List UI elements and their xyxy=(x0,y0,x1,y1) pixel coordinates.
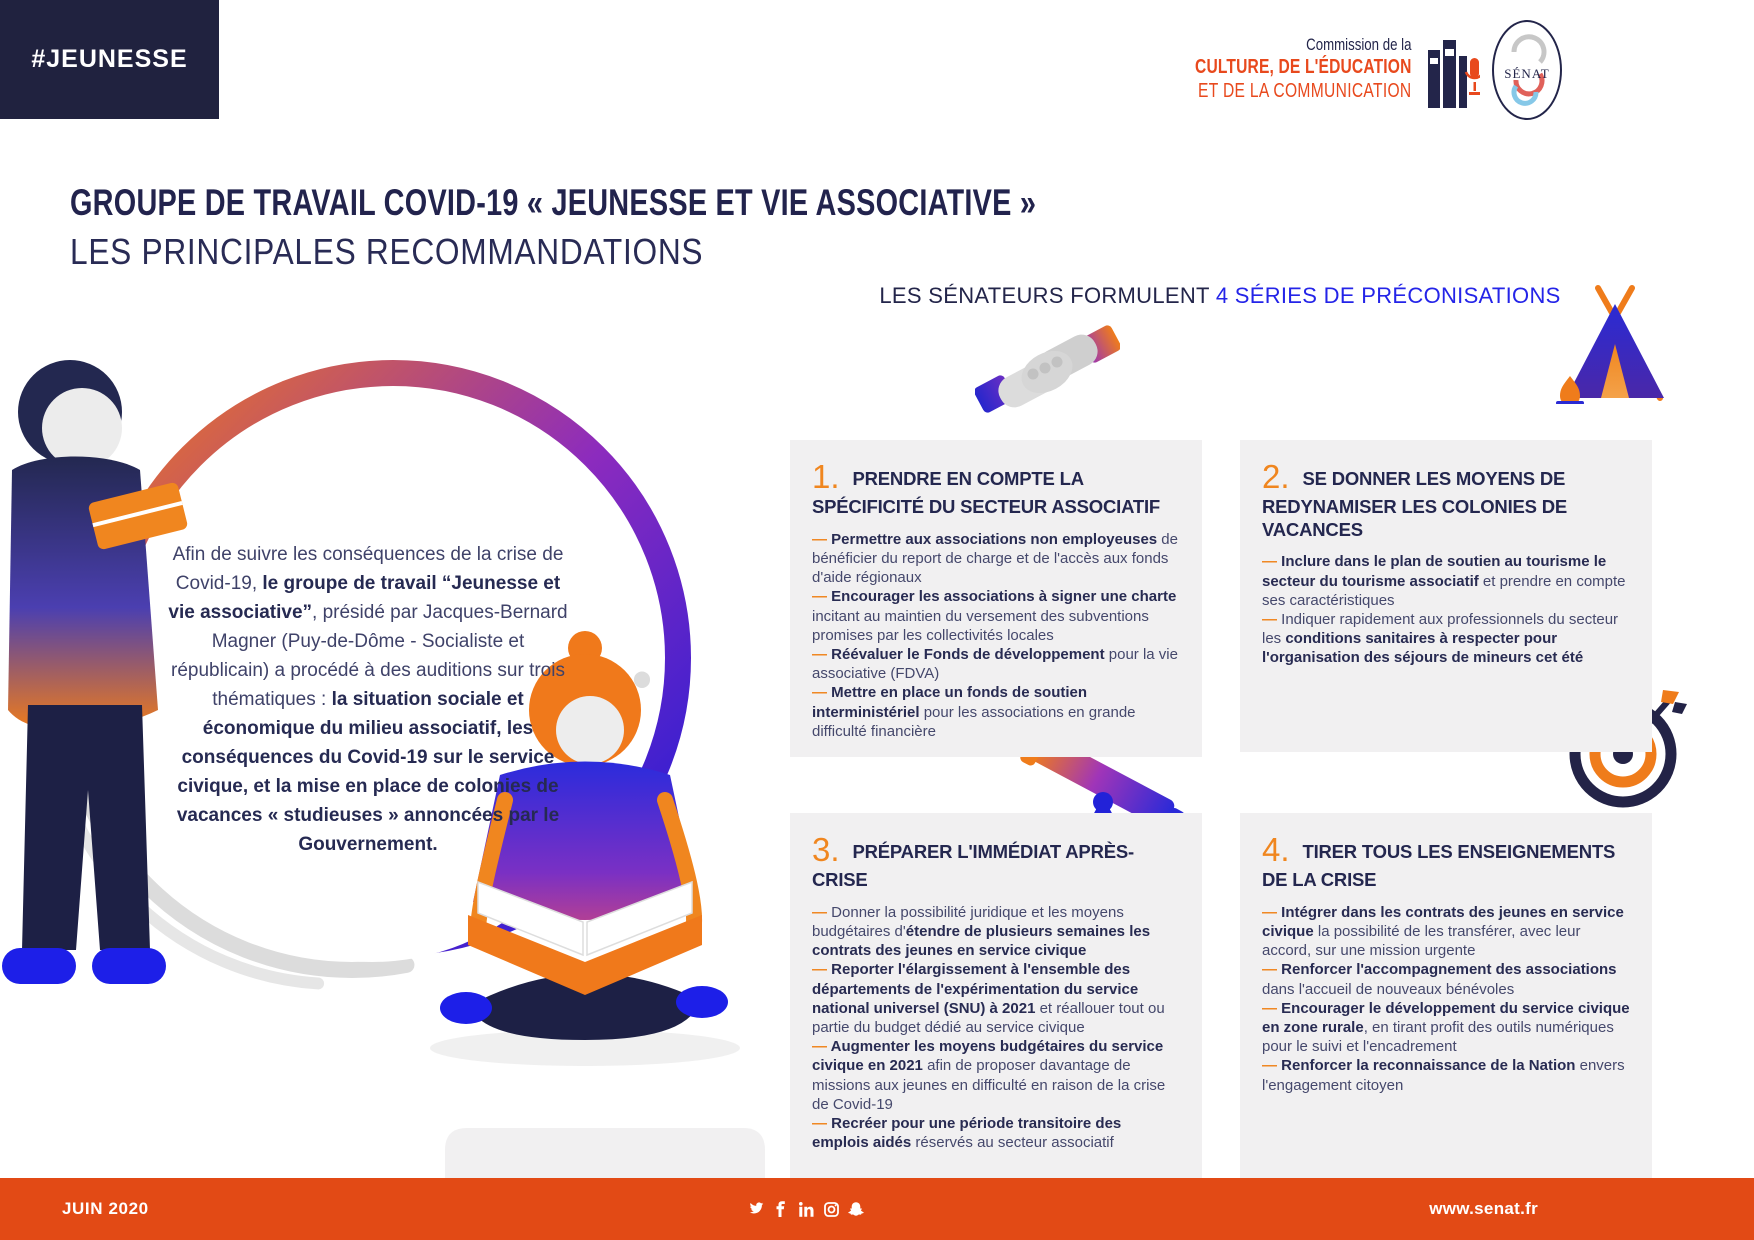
item-dash: — xyxy=(1262,999,1282,1017)
recommendation-item: — Donner la possibilité juridique et les moyens budgétaires d'étendre de plusieurs semaines les contrats des jeunes en service civique xyxy=(812,903,1151,960)
item-dash: — xyxy=(812,684,832,702)
item-dash: — xyxy=(1262,1057,1282,1075)
recommendation-panel xyxy=(790,440,1202,757)
item-dash: — xyxy=(812,588,832,606)
panel-title xyxy=(812,831,1180,892)
senat-logo-label: SÉNAT xyxy=(1504,66,1550,81)
recommendation-item: — Inclure dans le plan de soutien au tourisme le secteur du tourisme associatif et prendre en compte ses caractéristiques xyxy=(1262,553,1626,609)
books-and-microphone-icon xyxy=(1428,40,1480,108)
recommendation-item: — Indiquer rapidement aux professionnels du secteur les conditions sanitaires à respecter pour l'organisation des séjours de mineurs cet été xyxy=(1262,610,1619,667)
jeunesse-badge-label: #JEUNESSE xyxy=(31,45,188,73)
recommendation-item: — Mettre en place un fonds de soutien interministériel pour les associations en grande difficulté financière xyxy=(812,684,1136,740)
facebook-icon[interactable] xyxy=(773,1201,789,1217)
commission-block xyxy=(1195,34,1411,103)
item-dash: — xyxy=(1262,903,1282,921)
footer-website-link[interactable]: www.senat.fr xyxy=(1429,1199,1538,1218)
snapchat-icon[interactable] xyxy=(848,1201,864,1217)
panel-items xyxy=(1262,903,1630,1095)
recommendation-item: — Renforcer l'accompagnement des associations dans l'accueil de nouveaux bénévoles xyxy=(1262,961,1617,998)
recommendation-panel xyxy=(1240,440,1652,752)
linkedin-icon[interactable] xyxy=(798,1201,814,1217)
recommendation-item: — Recréer pour une période transitoire des emplois aidés réservés au secteur associatif xyxy=(812,1114,1122,1152)
item-dash: — xyxy=(1262,961,1282,979)
jeunesse-badge xyxy=(0,0,219,119)
commission-line3: ET DE LA COMMUNICATION xyxy=(1197,80,1411,102)
panel-number: 3. xyxy=(812,831,840,868)
series-intro-prefix: LES SÉNATEURS FORMULENT xyxy=(879,283,1216,308)
tent-icon xyxy=(1556,282,1674,409)
series-intro-line xyxy=(790,283,1650,309)
twitter-icon[interactable] xyxy=(748,1201,764,1217)
panel-title-text: SE DONNER LES MOYENS DE REDYNAMISER LES COLONIES DE VACANCES xyxy=(1262,468,1568,540)
panel-title xyxy=(1262,458,1630,541)
senat-logo xyxy=(1492,20,1562,120)
commission-line1: Commission de la xyxy=(1305,35,1411,54)
series-intro-highlight: 4 SÉRIES DE PRÉCONISATIONS xyxy=(1215,283,1561,308)
footer-bar xyxy=(0,1178,1754,1240)
commission-line2: CULTURE, DE L'ÉDUCATION xyxy=(1194,56,1411,78)
panel-items xyxy=(1262,552,1630,667)
page-subtitle: LES PRINCIPALES RECOMMANDATIONS xyxy=(70,231,704,272)
footer-social-icons xyxy=(748,1201,864,1217)
page-title: GROUPE DE TRAVAIL COVID-19 « JEUNESSE ET VIE ASSOCIATIVE » xyxy=(70,182,1037,223)
page-title-block xyxy=(70,182,1309,273)
item-dash: — xyxy=(812,903,832,921)
recommendation-item: — Encourager le développement du service civique en zone rurale, en tirant profit des outils numériques pour le suivi et l'encadrement xyxy=(1262,999,1630,1056)
panel-title-text: PRENDRE EN COMPTE LA SPÉCIFICITÉ DU SECTEUR ASSOCIATIF xyxy=(812,468,1161,518)
handshake-icon xyxy=(975,322,1120,427)
panel-items xyxy=(812,903,1180,1152)
panel-title xyxy=(812,458,1180,519)
panel-title-text: PRÉPARER L'IMMÉDIAT APRÈS-CRISE xyxy=(812,841,1134,891)
item-dash: — xyxy=(1262,610,1282,628)
item-dash: — xyxy=(1262,553,1282,571)
panel-number: 2. xyxy=(1262,458,1290,495)
item-dash: — xyxy=(812,530,832,548)
recommendation-item: — Réévaluer le Fonds de développement pour la vie associative (FDVA) xyxy=(812,645,1178,683)
panel-items xyxy=(812,530,1180,741)
recommendation-item: — Reporter l'élargissement à l'ensemble des départements de l'expérimentation du service national universel (SNU) à 2021 et réallouer tout ou partie du budget dédié au service civique xyxy=(812,961,1165,1036)
recommendation-item: — Intégrer dans les contrats des jeunes en service civique la possibilité de les transférer, avec leur accord, sur une mission urgente xyxy=(1262,903,1624,960)
panel-title xyxy=(1262,831,1630,892)
item-dash: — xyxy=(812,1114,832,1132)
panel-title-text: TIRER TOUS LES ENSEIGNEMENTS DE LA CRISE xyxy=(1262,841,1616,891)
panel-number: 4. xyxy=(1262,831,1290,868)
item-dash: — xyxy=(812,645,832,663)
recommendation-item: — Permettre aux associations non employeuses de bénéficier du report de charge et de l'accès aux fonds d'aide régionaux xyxy=(812,530,1178,587)
recommendation-panel xyxy=(1240,813,1652,1178)
recommendation-panel xyxy=(790,813,1202,1178)
recommendation-item: — Renforcer la reconnaissance de la Nation envers l'engagement citoyen xyxy=(1262,1057,1625,1094)
recommendation-item: — Encourager les associations à signer une charte incitant au maintien du versement des subventions promises par les collectivités locales xyxy=(812,588,1177,644)
item-dash: — xyxy=(812,1038,831,1056)
item-dash: — xyxy=(812,961,832,979)
intro-text: Afin de suivre les conséquences de la crise de Covid-19, le groupe de travail “Jeunesse et vie associative”, présidé par Jacques-Bernard Magner (Puy-de-Dôme - Socialiste et républicain) a procédé à des auditions sur trois thématiques : la situation sociale et économique du milieu associatif, les conséquences du Covid-19 sur le service civique, et la mise en place de colonies de vacances « studieuses » annoncées par le Gouvernement. xyxy=(168,544,568,855)
footer-date: JUIN 2020 xyxy=(62,1199,149,1218)
panel-number: 1. xyxy=(812,458,840,495)
recommendation-item: — Augmenter les moyens budgétaires du service civique en 2021 afin de proposer davantage de missions aux jeunes en difficulté en raison de la crise de Covid-19 xyxy=(812,1038,1166,1113)
instagram-icon[interactable] xyxy=(823,1201,839,1217)
